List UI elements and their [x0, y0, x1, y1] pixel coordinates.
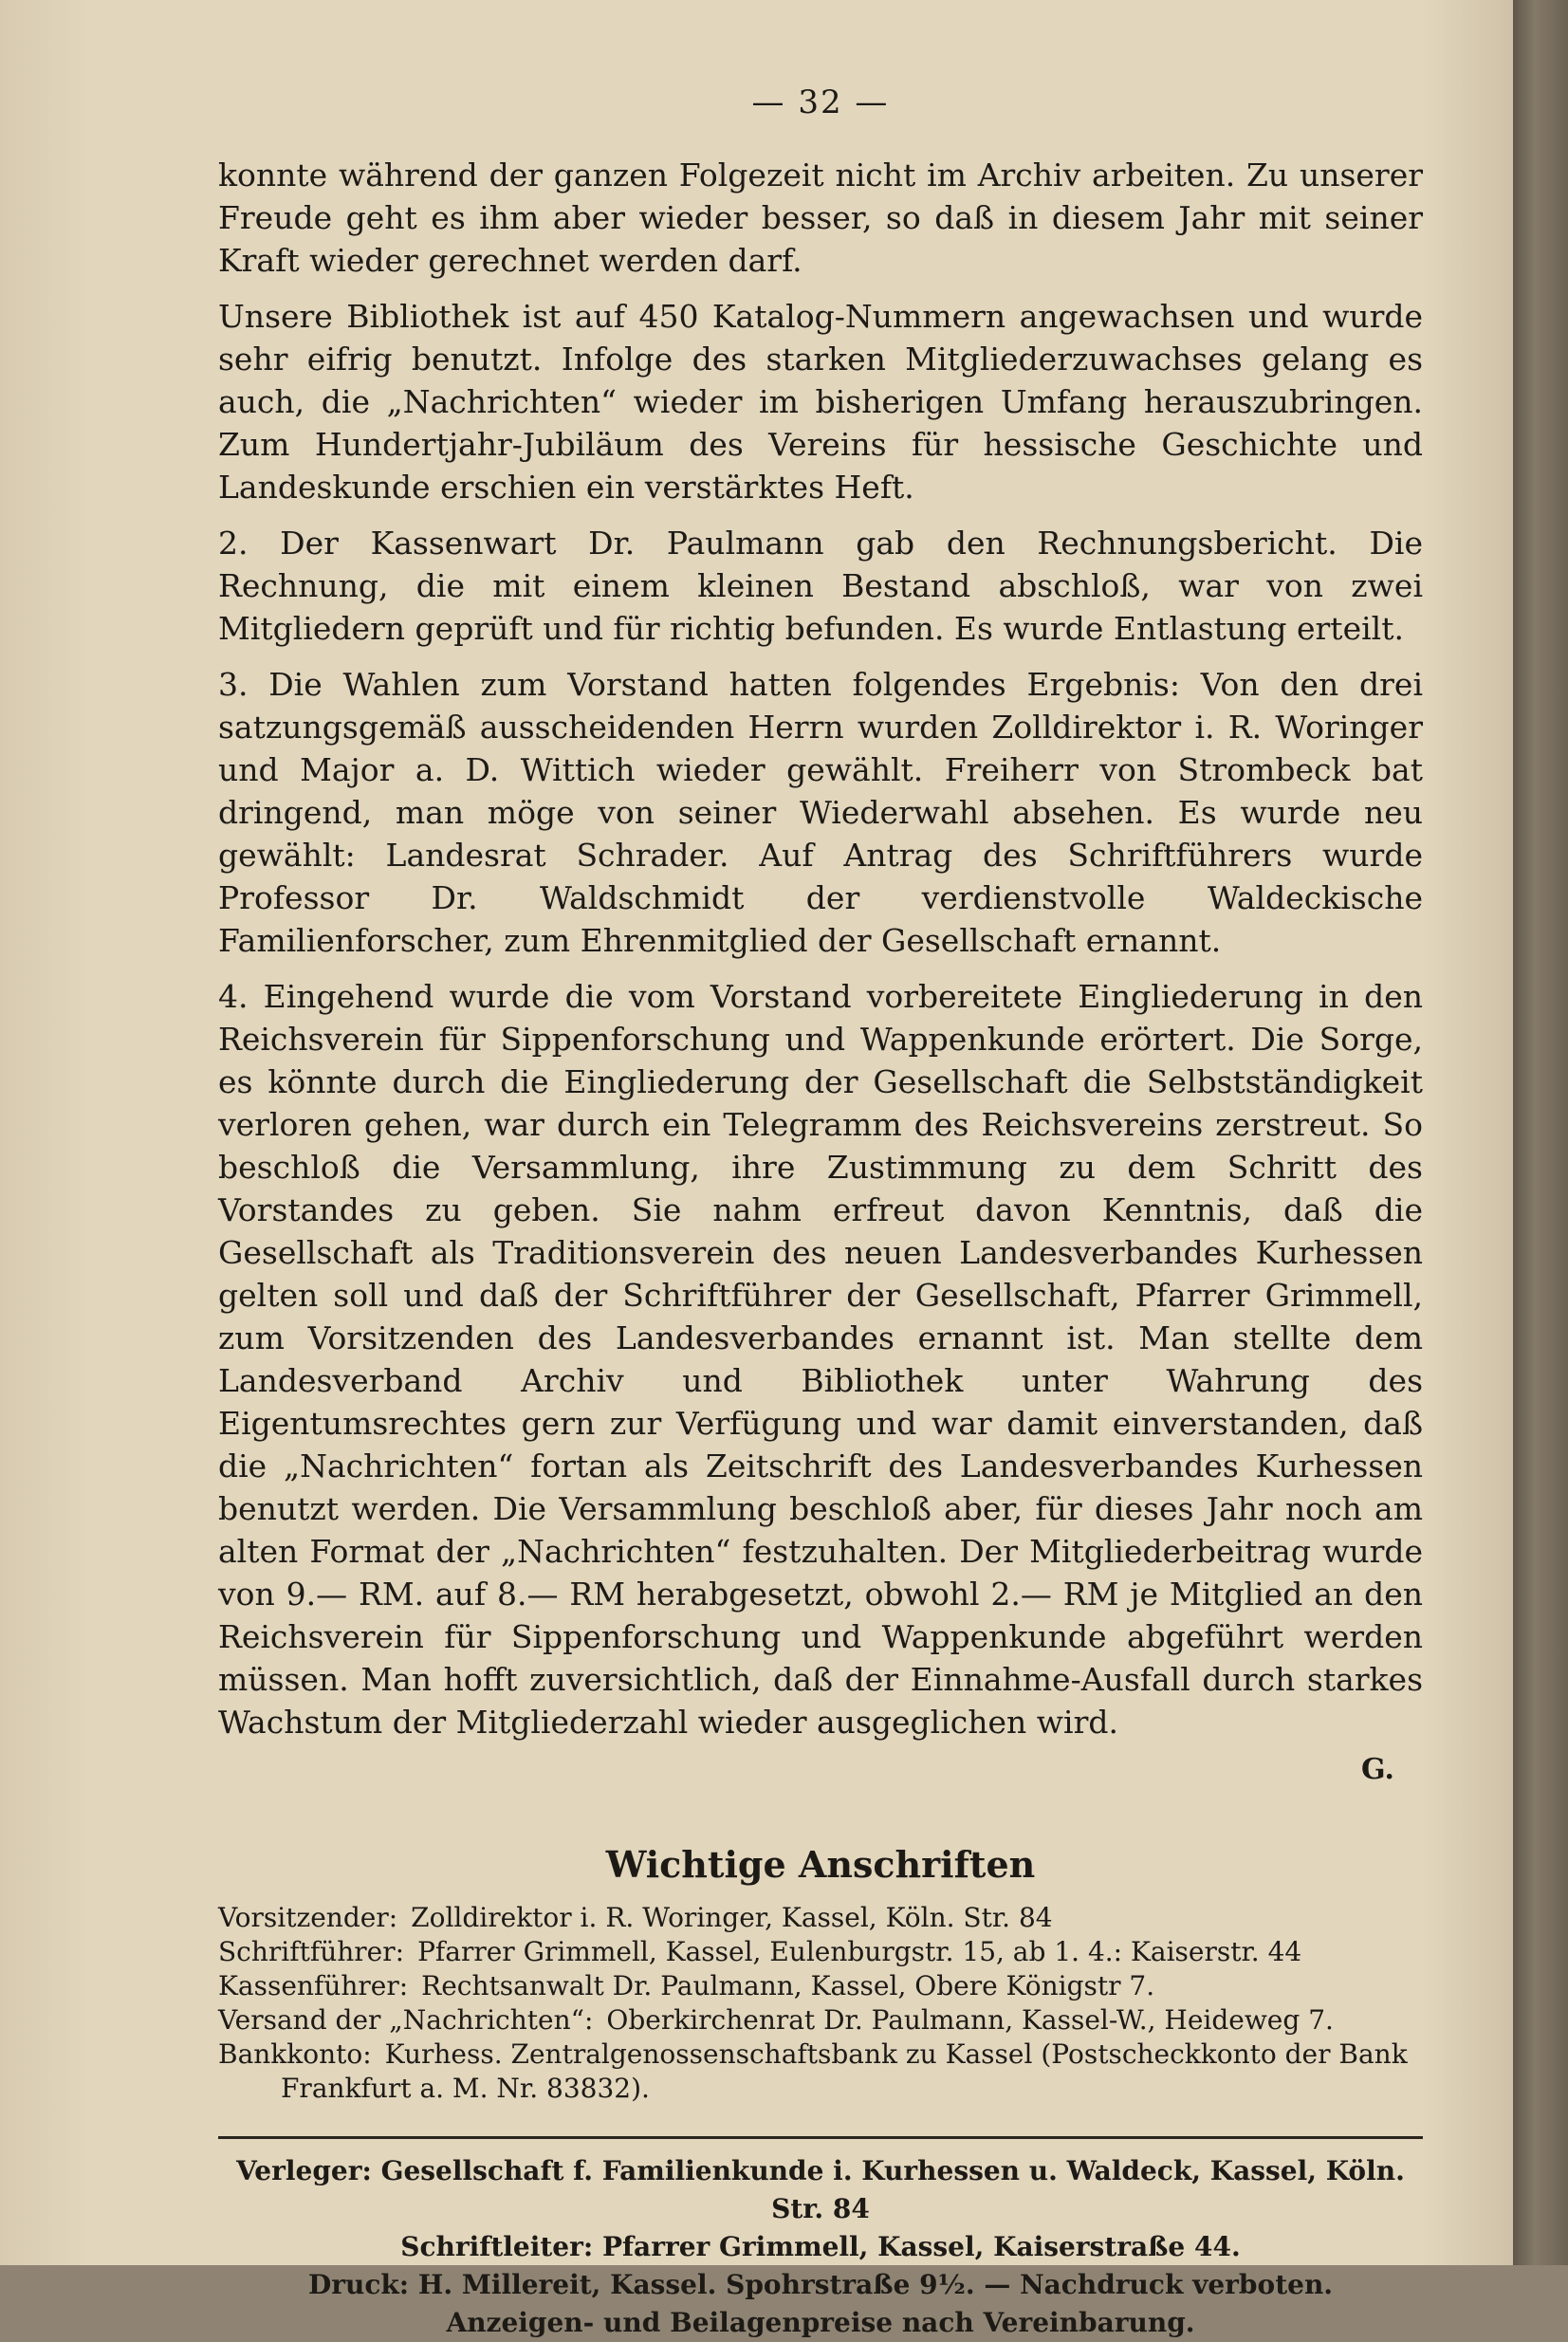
imprint-divider — [218, 2136, 1423, 2139]
paragraph-3: 2. Der Kassenwart Dr. Paulmann gab den Rechnungsbericht. Die Rechnung, die mit einem kleinen Bestand abschloß, war von zwei Mitgliedern geprüft und für richtig befunden. Es wurde Entlastung erteilt. — [218, 525, 1423, 647]
paragraph-2: Unsere Bibliothek ist auf 450 Katalog-Nummern angewachsen und wurde sehr eifrig benutzt. Infolge des starken Mitgliederzuwachses gelang es auch, die „Nachrichten“ wieder im bisherigen Umfang herauszubringen. Zum Hundertjahr-Jubiläum des Vereins für hessische Geschichte und Landeskunde erschien ein verstärktes Heft. — [218, 298, 1423, 506]
address-text: Oberkirchenrat Dr. Paulmann, Kassel-W., Heideweg 7. — [606, 2004, 1334, 2036]
address-label: Schriftführer: — [218, 1936, 405, 1967]
address-text: Rechtsanwalt Dr. Paulmann, Kassel, Obere Königstr 7. — [421, 1970, 1155, 2001]
addresses-list — [218, 1901, 1423, 2106]
address-label: Vorsitzender: — [218, 1902, 398, 1933]
page-content — [218, 83, 1423, 2342]
publisher-label: Verleger: — [236, 2155, 372, 2186]
addresses-title: Wichtige Anschriften — [605, 1843, 1036, 1886]
address-label: Bankkonto: — [218, 2038, 372, 2070]
paragraph-5: 4. Eingehend wurde die vom Vorstand vorbereitete Eingliederung in den Reichsverein für Sippenforschung und Wappenkunde erörtert. Die Sorge, es könnte durch die Eingliederung der Gesellschaft die Selbstständigkeit verloren gehen, war durch ein Telegramm des Reichsvereins zerstreut. So beschloß die Versammlung, ihre Zustimmung zu dem Schritt des Vorstandes zu geben. Sie nahm erfreut davon Kenntnis, daß die Gesellschaft als Traditionsverein des neuen Landesverbandes Kurhessen gelten soll und daß der Schriftführer der Gesellschaft, Pfarrer Grimmell, zum Vorsitzenden des Landesverbandes ernannt ist. Man stellte dem Landesverband Archiv und Bibliothek unter Wahrung des Eigentumsrechtes gern zur Verfügung und war damit einverstanden, daß die „Nachrichten“ fortan als Zeitschrift des Landesverbandes Kurhessen benutzt werden. Die Versammlung beschloß aber, für dieses Jahr noch am alten Format der „Nachrichten“ festzuhalten. Der Mitgliederbeitrag wurde von 9.— RM. auf 8.— RM herabgesetzt, obwohl 2.— RM je Mitglied an den Reichsverein für Sippenforschung und Wappenkunde abgeführt werden müssen. Man hofft zuversichtlich, daß der Einnahme-Ausfall durch starkes Wachstum der Mitgliederzahl wieder ausgeglichen wird. — [218, 978, 1423, 1741]
signature: G. — [1361, 1753, 1394, 1786]
address-row — [218, 2038, 1423, 2072]
address-row — [218, 1935, 1423, 1969]
address-row — [218, 1969, 1423, 2003]
imprint — [218, 2152, 1423, 2342]
page-number: — 32 — — [751, 83, 890, 121]
address-label: Kassenführer: — [218, 1970, 409, 2001]
address-text: Kurhess. Zentralgenossenschaftsbank zu Kassel (Postscheckkonto der Bank — [384, 2038, 1408, 2070]
imprint-ads: Anzeigen- und Beilagenpreise nach Vereinbarung. — [446, 2307, 1195, 2338]
publisher-text: Gesellschaft f. Familienkunde i. Kurhessen u. Waldeck, Kassel, Köln. Str. 84 — [380, 2155, 1405, 2224]
imprint-editor — [218, 2228, 1423, 2266]
address-row — [218, 2003, 1423, 2038]
paragraph-1: konnte während der ganzen Folgezeit nicht im Archiv arbeiten. Zu unserer Freude geht es ihm aber wieder besser, so daß in diesem Jahr mit seiner Kraft wieder gerechnet werden darf. — [218, 157, 1423, 279]
printer-text: H. Millereit, Kassel. Spohrstraße 9½. — Nachdruck verboten. — [417, 2269, 1334, 2300]
address-label: Versand der „Nachrichten“: — [218, 2004, 594, 2036]
address-row — [218, 1901, 1423, 1935]
address-text: Pfarrer Grimmell, Kassel, Eulenburgstr. 15, ab 1. 4.: Kaiserstr. 44 — [417, 1936, 1302, 1967]
editor-text: Pfarrer Grimmell, Kassel, Kaiserstraße 44. — [601, 2231, 1241, 2262]
printer-label: Druck: — [307, 2269, 410, 2300]
address-text: Zolldirektor i. R. Woringer, Kassel, Köln. Str. 84 — [411, 1902, 1053, 1933]
imprint-publisher — [218, 2152, 1423, 2228]
address-continuation: Frankfurt a. M. Nr. 83832). — [281, 2073, 650, 2104]
imprint-printer — [218, 2266, 1423, 2304]
paragraph-4: 3. Die Wahlen zum Vorstand hatten folgendes Ergebnis: Von den drei satzungsgemäß ausscheidenden Herrn wurden Zolldirektor i. R. Woringer und Major a. D. Wittich wieder gewählt. Freiherr von Strombeck bat dringend, man möge von seiner Wiederwahl absehen. Es wurde neu gewählt: Landesrat Schrader. Auf Antrag des Schriftführers wurde Professor Dr. Waldschmidt der verdienstvolle Waldeckische Familienforscher, zum Ehrenmitglied der Gesellschaft ernannt. — [218, 666, 1423, 959]
editor-label: Schriftleiter: — [400, 2231, 594, 2262]
binding-edge — [1513, 0, 1568, 2265]
